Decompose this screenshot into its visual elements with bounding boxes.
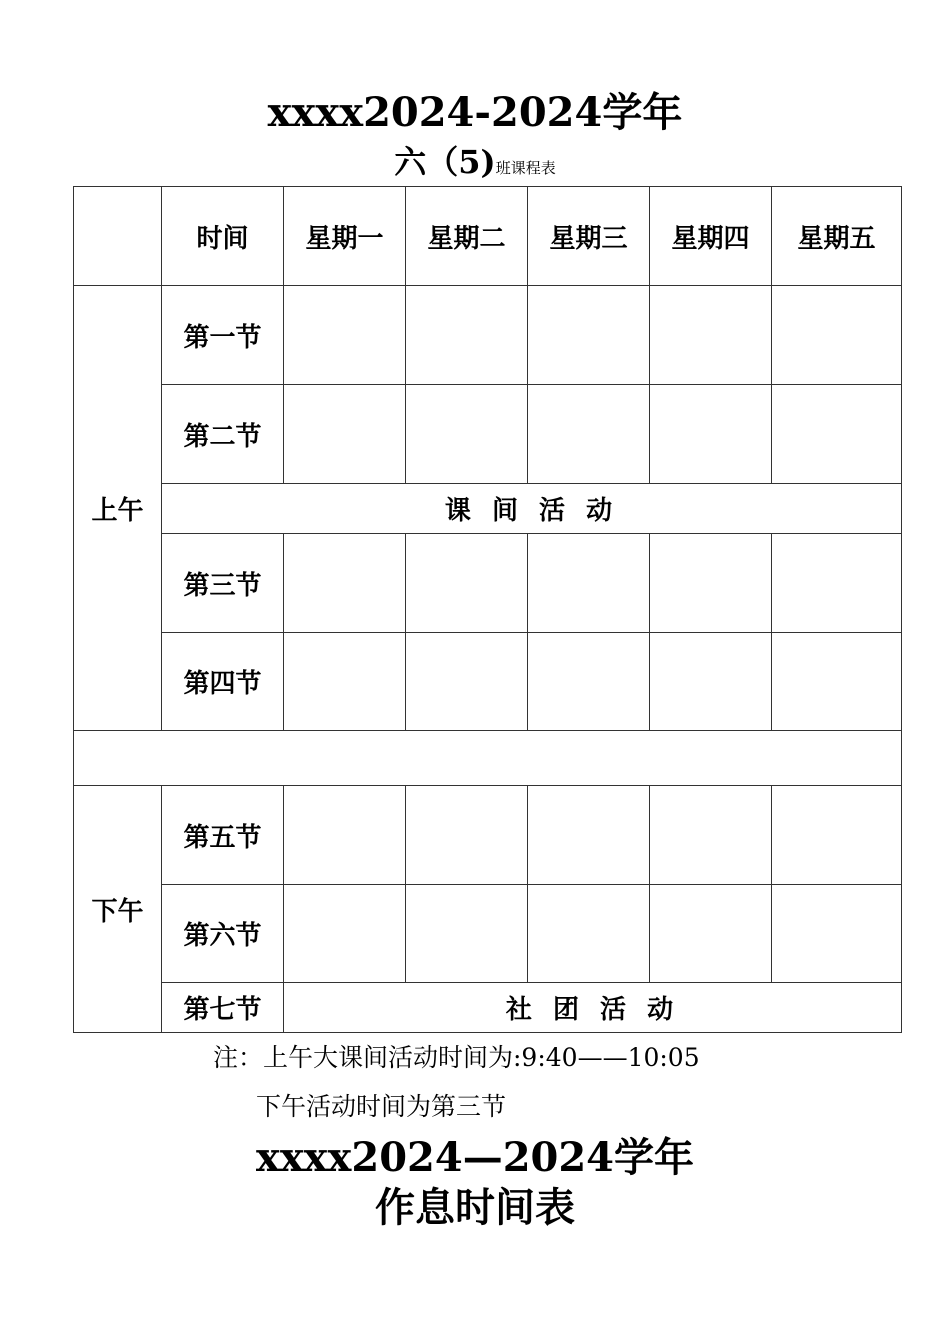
schedule-cell xyxy=(772,633,902,731)
period-label: 第七节 xyxy=(162,983,284,1033)
period-label: 第二节 xyxy=(162,385,284,484)
day-header-friday: 星期五 xyxy=(772,187,902,286)
schedule-cell xyxy=(406,885,528,983)
period-label: 第三节 xyxy=(162,534,284,633)
schedule-cell xyxy=(406,385,528,484)
schedule-cell xyxy=(284,534,406,633)
header-row xyxy=(74,187,902,286)
schedule-cell xyxy=(772,885,902,983)
lunch-row xyxy=(74,731,902,786)
corner-cell xyxy=(74,187,162,286)
schedule-cell xyxy=(406,633,528,731)
schedule-cell xyxy=(650,534,772,633)
schedule-cell xyxy=(650,633,772,731)
schedule-cell xyxy=(528,286,650,385)
table-row xyxy=(74,786,902,885)
class-title xyxy=(0,140,950,190)
schedule-cell xyxy=(284,885,406,983)
schedule-cell xyxy=(406,534,528,633)
schedule-cell xyxy=(284,385,406,484)
footer-subtitle: 作息时间表 xyxy=(375,1184,575,1231)
class-title-suffix: 班课程表 xyxy=(495,159,556,177)
note-line-1: 注：上午大课间活动时间为:9:40——10:05 xyxy=(213,1043,700,1072)
schedule-cell xyxy=(528,786,650,885)
class-name: 六（5) xyxy=(394,143,496,181)
footer-title: xxxx2024—2024学年 xyxy=(255,1134,695,1181)
schedule-cell xyxy=(406,786,528,885)
schedule-cell xyxy=(650,286,772,385)
break-row xyxy=(74,484,902,534)
page-title: xxxx2024-2024学年 xyxy=(267,89,683,136)
schedule-cell xyxy=(650,885,772,983)
schedule-cell xyxy=(772,286,902,385)
period-label: 第四节 xyxy=(162,633,284,731)
schedule-cell xyxy=(772,786,902,885)
schedule-cell xyxy=(772,534,902,633)
period-label: 第六节 xyxy=(162,885,284,983)
schedule-cell xyxy=(406,286,528,385)
schedule-cell xyxy=(528,885,650,983)
day-header-monday: 星期一 xyxy=(284,187,406,286)
schedule-table xyxy=(73,186,902,1033)
table-row xyxy=(74,534,902,633)
table-row xyxy=(74,633,902,731)
break-activity: 课 间 活 动 xyxy=(162,484,902,534)
schedule-cell xyxy=(284,633,406,731)
day-header-wednesday: 星期三 xyxy=(528,187,650,286)
schedule-cell xyxy=(284,286,406,385)
day-header-tuesday: 星期二 xyxy=(406,187,528,286)
schedule-cell xyxy=(772,385,902,484)
schedule-cell xyxy=(284,786,406,885)
morning-label: 上午 xyxy=(74,286,162,731)
schedule-cell xyxy=(528,633,650,731)
schedule-cell xyxy=(650,385,772,484)
club-activity: 社 团 活 动 xyxy=(284,983,902,1033)
afternoon-label: 下午 xyxy=(74,786,162,1033)
table-row xyxy=(74,385,902,484)
period-label: 第五节 xyxy=(162,786,284,885)
schedule-cell xyxy=(528,534,650,633)
day-header-thursday: 星期四 xyxy=(650,187,772,286)
note-line-2: 下午活动时间为第三节 xyxy=(256,1092,507,1121)
table-row xyxy=(74,885,902,983)
period-label: 第一节 xyxy=(162,286,284,385)
schedule-cell xyxy=(528,385,650,484)
table-row xyxy=(74,983,902,1033)
table-row xyxy=(74,286,902,385)
lunch-break-cell xyxy=(74,731,902,786)
schedule-cell xyxy=(650,786,772,885)
time-header: 时间 xyxy=(162,187,284,286)
